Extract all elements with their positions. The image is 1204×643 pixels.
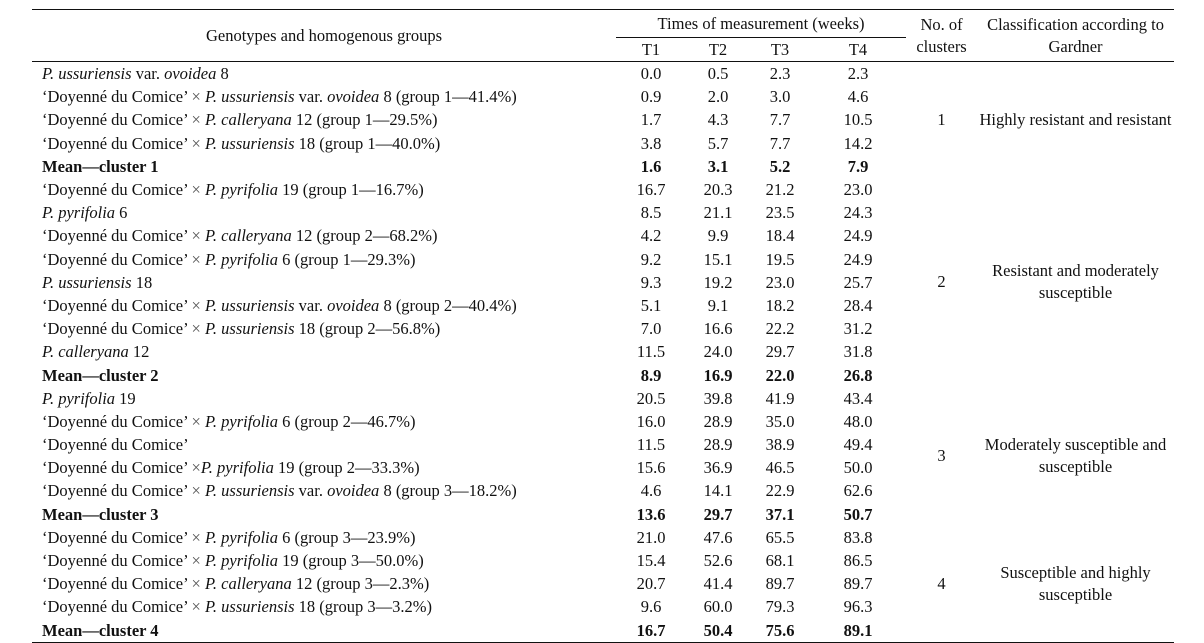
- genotype-text: ×: [191, 226, 201, 246]
- value-t1: 8.9: [640, 365, 662, 385]
- value-t1: 15.4: [636, 551, 666, 571]
- value-t2: 52.6: [703, 551, 733, 571]
- value-t2: 4.3: [707, 110, 729, 130]
- genotype-cell: [32, 503, 616, 526]
- genotype-text: P. ussuriensis: [204, 87, 295, 107]
- value-t3: 35.0: [765, 411, 795, 431]
- genotype-text: 6: [115, 203, 128, 223]
- genotype-text: ×: [191, 411, 201, 431]
- value-t2: 60.0: [703, 597, 733, 617]
- genotype-text: ×: [191, 527, 201, 547]
- table-row: [32, 526, 1174, 549]
- classification-label: Resistant and moderately susceptible: [992, 261, 1159, 303]
- genotype-text: 19 (group 3—50.0%): [278, 551, 424, 571]
- genotype-text: P. pyrifolia: [200, 458, 274, 478]
- header-times: Times of measurement (weeks): [616, 10, 906, 38]
- value-t1: 16.7: [636, 180, 666, 200]
- genotype-text: ‘Doyenné du Comice’: [42, 435, 189, 455]
- genotype-cell: [32, 317, 616, 340]
- genotype-text: ovoidea: [327, 481, 380, 501]
- genotype-text: ×: [191, 110, 201, 130]
- value-t2: 47.6: [703, 527, 733, 547]
- genotype-text: P. ussuriensis: [204, 319, 295, 339]
- genotype-text: var.: [294, 481, 328, 501]
- genotype-text: P. ussuriensis: [42, 272, 132, 292]
- genotype-cell: [32, 201, 616, 224]
- genotype-text: P. pyrifolia: [204, 527, 279, 547]
- genotype-text: 18 (group 2—56.8%): [294, 319, 441, 339]
- table-row: [32, 387, 1174, 410]
- value-t2: 3.1: [707, 156, 729, 176]
- value-t3: 7.7: [769, 110, 791, 130]
- cluster-number: 3: [937, 446, 946, 466]
- genotype-text: 12 (group 1—29.5%): [291, 110, 438, 130]
- value-t4: 28.4: [843, 295, 873, 315]
- value-t2: 19.2: [703, 272, 733, 292]
- value-t4: 7.9: [847, 156, 869, 176]
- genotype-cell: [32, 387, 616, 410]
- value-t3: 19.5: [765, 249, 795, 269]
- value-t4: 89.7: [843, 574, 873, 594]
- value-t1: 21.0: [636, 527, 666, 547]
- classification-label: Moderately susceptible and susceptible: [984, 435, 1167, 477]
- value-t1: 1.7: [640, 110, 662, 130]
- genotype-text: P. ussuriensis: [204, 597, 295, 617]
- genotype-text: P. pyrifolia: [204, 411, 279, 431]
- value-t1: 20.5: [636, 388, 666, 408]
- value-t4: 86.5: [843, 551, 873, 571]
- genotype-text: ‘Doyenné du Comice’: [42, 551, 192, 571]
- value-t2: 16.9: [703, 365, 733, 385]
- genotype-text: 12 (group 3—2.3%): [291, 574, 430, 594]
- value-t3: 18.4: [765, 226, 795, 246]
- genotype-cell: [32, 294, 616, 317]
- data-table: [32, 9, 1174, 643]
- value-t1: 8.5: [640, 203, 662, 223]
- genotype-text: 19: [115, 388, 136, 408]
- value-t4: 48.0: [843, 411, 873, 431]
- value-t2: 14.1: [703, 481, 733, 501]
- genotype-cell: [32, 248, 616, 271]
- genotype-text: P. calleryana: [204, 226, 292, 246]
- genotype-text: 12 (group 2—68.2%): [291, 226, 438, 246]
- genotype-text: P. ussuriensis: [204, 481, 295, 501]
- genotype-text: var.: [294, 87, 328, 107]
- genotype-text: Mean—cluster 4: [42, 620, 159, 640]
- genotype-text: 6 (group 1—29.3%): [278, 249, 416, 269]
- value-t3: 5.2: [769, 156, 791, 176]
- genotype-text: P. calleryana: [204, 110, 292, 130]
- genotype-text: 19 (group 1—16.7%): [278, 180, 424, 200]
- genotype-text: P. pyrifolia: [204, 551, 279, 571]
- genotype-text: P. pyrifolia: [42, 388, 116, 408]
- value-t4: 4.6: [847, 87, 869, 107]
- value-t3: 7.7: [769, 133, 791, 153]
- header-row-1: [32, 10, 1174, 38]
- genotype-cell: [32, 271, 616, 294]
- value-t2: 5.7: [707, 133, 729, 153]
- value-t1: 3.8: [640, 133, 662, 153]
- genotype-cell: [32, 456, 616, 479]
- genotype-text: ‘Doyenné du Comice’: [42, 295, 192, 315]
- header-t2: T2: [686, 38, 750, 62]
- value-t4: 26.8: [843, 365, 873, 385]
- genotype-cell: [32, 479, 616, 502]
- value-t2: 24.0: [703, 342, 733, 362]
- value-t1: 9.2: [640, 249, 662, 269]
- value-t3: 23.0: [765, 272, 795, 292]
- genotype-text: ×: [191, 481, 201, 501]
- value-t3: 3.0: [769, 87, 791, 107]
- genotype-text: ×: [191, 295, 201, 315]
- value-t2: 15.1: [703, 249, 733, 269]
- value-t2: 9.9: [707, 226, 729, 246]
- genotype-text: ‘Doyenné du Comice’: [42, 249, 192, 269]
- value-t2: 29.7: [703, 504, 733, 524]
- genotype-text: 19 (group 2—33.3%): [273, 458, 420, 478]
- value-t4: 25.7: [843, 272, 873, 292]
- genotype-text: ‘Doyenné du Comice’: [42, 180, 192, 200]
- value-t2: 36.9: [703, 458, 733, 478]
- value-t4: 31.8: [843, 342, 873, 362]
- value-t3: 22.0: [765, 365, 795, 385]
- value-t2: 21.1: [703, 203, 733, 223]
- genotype-cell: [32, 363, 616, 386]
- header-genotypes: Genotypes and homogenous groups: [32, 10, 616, 62]
- value-t4: 31.2: [843, 319, 873, 339]
- value-t4: 14.2: [843, 133, 873, 153]
- genotype-text: ×: [191, 180, 201, 200]
- value-t3: 75.6: [750, 619, 810, 643]
- value-t4: 2.3: [847, 64, 869, 84]
- genotype-text: 12: [128, 342, 150, 362]
- value-t2: 2.0: [707, 87, 729, 107]
- genotype-text: ×: [191, 249, 201, 269]
- value-t4: 83.8: [843, 527, 873, 547]
- genotype-text: 8 (group 2—40.4%): [379, 295, 517, 315]
- genotype-text: Mean—cluster 1: [42, 156, 159, 176]
- genotype-text: P. ussuriensis: [204, 133, 295, 153]
- genotype-cell: [32, 595, 616, 618]
- value-t3: 22.9: [765, 481, 795, 501]
- value-t3: 38.9: [765, 435, 795, 455]
- value-t4: 49.4: [843, 435, 873, 455]
- value-t1: 0.0: [640, 64, 662, 84]
- value-t3: 22.2: [765, 319, 795, 339]
- genotype-text: P. ussuriensis: [204, 295, 295, 315]
- value-t4: 50.0: [843, 458, 873, 478]
- genotype-cell: [32, 340, 616, 363]
- genotype-text: ‘Doyenné du Comice’: [42, 411, 192, 431]
- genotype-text: ‘Doyenné du Comice’: [42, 458, 192, 478]
- genotype-text: P. calleryana: [42, 342, 129, 362]
- value-t2: 28.9: [703, 411, 733, 431]
- genotype-cell: [32, 526, 616, 549]
- value-t1: 16.0: [636, 411, 666, 431]
- value-t1: 20.7: [636, 574, 666, 594]
- genotype-text: P. pyrifolia: [204, 180, 279, 200]
- genotype-text: P. ussuriensis: [42, 64, 132, 84]
- value-t1: 13.6: [636, 504, 666, 524]
- value-t3: 18.2: [765, 295, 795, 315]
- genotype-cell: [32, 155, 616, 178]
- value-t2: 0.5: [707, 64, 729, 84]
- value-t4: 10.5: [843, 110, 873, 130]
- genotype-text: ×: [191, 574, 201, 594]
- value-t3: 79.3: [765, 597, 795, 617]
- genotype-text: ×: [191, 551, 201, 571]
- genotype-text: 6 (group 3—23.9%): [278, 527, 416, 547]
- genotype-cell: [32, 410, 616, 433]
- value-t1: 4.6: [640, 481, 662, 501]
- genotype-text: 18: [131, 272, 153, 292]
- value-t4: 24.9: [843, 249, 873, 269]
- value-t1: 5.1: [640, 295, 662, 315]
- value-t2: 50.4: [686, 619, 750, 643]
- value-t1: 15.6: [636, 458, 666, 478]
- value-t4: 24.3: [843, 203, 873, 223]
- value-t1: 11.5: [636, 435, 666, 455]
- value-t3: 2.3: [769, 64, 791, 84]
- value-t2: 41.4: [703, 574, 733, 594]
- genotype-text: ‘Doyenné du Comice’: [42, 87, 192, 107]
- genotype-text: ovoidea: [327, 87, 380, 107]
- cluster-number: 2: [937, 272, 946, 292]
- value-t3: 89.7: [765, 574, 795, 594]
- genotype-text: ‘Doyenné du Comice’: [42, 527, 192, 547]
- value-t4: 43.4: [843, 388, 873, 408]
- value-t1: 16.7: [616, 619, 686, 643]
- genotype-cell: [32, 85, 616, 108]
- value-t1: 7.0: [640, 319, 662, 339]
- genotype-text: ‘Doyenné du Comice’: [42, 597, 192, 617]
- table-header: [32, 10, 1174, 62]
- genotype-cell: [32, 572, 616, 595]
- genotype-text: Mean—cluster 3: [42, 504, 159, 524]
- value-t1: 4.2: [640, 226, 662, 246]
- value-t3: 46.5: [765, 458, 795, 478]
- genotype-text: ‘Doyenné du Comice’: [42, 319, 192, 339]
- header-clusters: No. of clusters: [906, 10, 977, 62]
- genotype-text: 18 (group 1—40.0%): [294, 133, 441, 153]
- genotype-text: 8: [216, 64, 229, 84]
- table-row: [32, 62, 1174, 86]
- genotype-text: ‘Doyenné du Comice’: [42, 110, 192, 130]
- genotype-text: 18 (group 3—3.2%): [294, 597, 433, 617]
- value-t4: 24.9: [843, 226, 873, 246]
- value-t4: 62.6: [843, 481, 873, 501]
- genotype-text: P. pyrifolia: [204, 249, 279, 269]
- value-t4: 23.0: [843, 180, 873, 200]
- genotype-text: ×: [191, 597, 201, 617]
- cluster-number: 1: [937, 109, 946, 129]
- genotype-text: ×: [191, 458, 201, 478]
- table-row: [32, 178, 1174, 201]
- header-t1: T1: [616, 38, 686, 62]
- genotype-cell: [32, 224, 616, 247]
- value-t3: 37.1: [765, 504, 795, 524]
- genotype-text: var.: [294, 295, 328, 315]
- value-t3: 65.5: [765, 527, 795, 547]
- value-t3: 41.9: [765, 388, 795, 408]
- genotype-text: ‘Doyenné du Comice’: [42, 481, 192, 501]
- genotype-text: ‘Doyenné du Comice’: [42, 574, 192, 594]
- header-t3: T3: [750, 38, 810, 62]
- header-t4: T4: [810, 38, 906, 62]
- genotype-text: ×: [191, 319, 201, 339]
- genotype-cell: [32, 549, 616, 572]
- genotype-text: Mean—cluster 2: [42, 365, 159, 385]
- value-t2: 20.3: [703, 180, 733, 200]
- genotype-cell: [32, 178, 616, 201]
- genotype-cell: [32, 619, 616, 643]
- value-t2: 16.6: [703, 319, 733, 339]
- value-t3: 68.1: [765, 551, 795, 571]
- value-t4: 89.1: [810, 619, 906, 643]
- value-t2: 28.9: [703, 435, 733, 455]
- genotype-cell: [32, 62, 616, 86]
- value-t3: 29.7: [765, 342, 795, 362]
- genotype-text: ×: [191, 133, 201, 153]
- genotype-text: var.: [131, 64, 165, 84]
- value-t4: 96.3: [843, 597, 873, 617]
- genotype-cell: [32, 108, 616, 131]
- value-t1: 9.3: [640, 272, 662, 292]
- value-t4: 50.7: [843, 504, 873, 524]
- value-t3: 23.5: [765, 203, 795, 223]
- value-t1: 11.5: [636, 342, 666, 362]
- genotype-text: ovoidea: [327, 295, 380, 315]
- classification-label: Highly resistant and resistant: [979, 109, 1172, 129]
- table-body: [32, 62, 1174, 643]
- genotype-text: 8 (group 3—18.2%): [379, 481, 517, 501]
- genotype-text: 6 (group 2—46.7%): [278, 411, 416, 431]
- cluster-number: 4: [906, 526, 977, 642]
- genotype-text: P. pyrifolia: [42, 203, 116, 223]
- genotype-cell: [32, 433, 616, 456]
- genotype-text: ‘Doyenné du Comice’: [42, 226, 192, 246]
- value-t1: 1.6: [640, 156, 662, 176]
- classification-label: Susceptible and highly susceptible: [977, 526, 1174, 642]
- genotype-text: ×: [191, 87, 201, 107]
- genotype-text: 8 (group 1—41.4%): [379, 87, 517, 107]
- value-t3: 21.2: [765, 180, 795, 200]
- header-classification: Classification according to Gardner: [977, 10, 1174, 62]
- genotype-text: ovoidea: [164, 64, 217, 84]
- value-t1: 9.6: [640, 597, 662, 617]
- genotype-cell: [32, 132, 616, 155]
- genotype-text: P. calleryana: [204, 574, 292, 594]
- genotype-text: ‘Doyenné du Comice’: [42, 133, 192, 153]
- value-t1: 0.9: [640, 87, 662, 107]
- value-t2: 39.8: [703, 388, 733, 408]
- value-t2: 9.1: [707, 295, 729, 315]
